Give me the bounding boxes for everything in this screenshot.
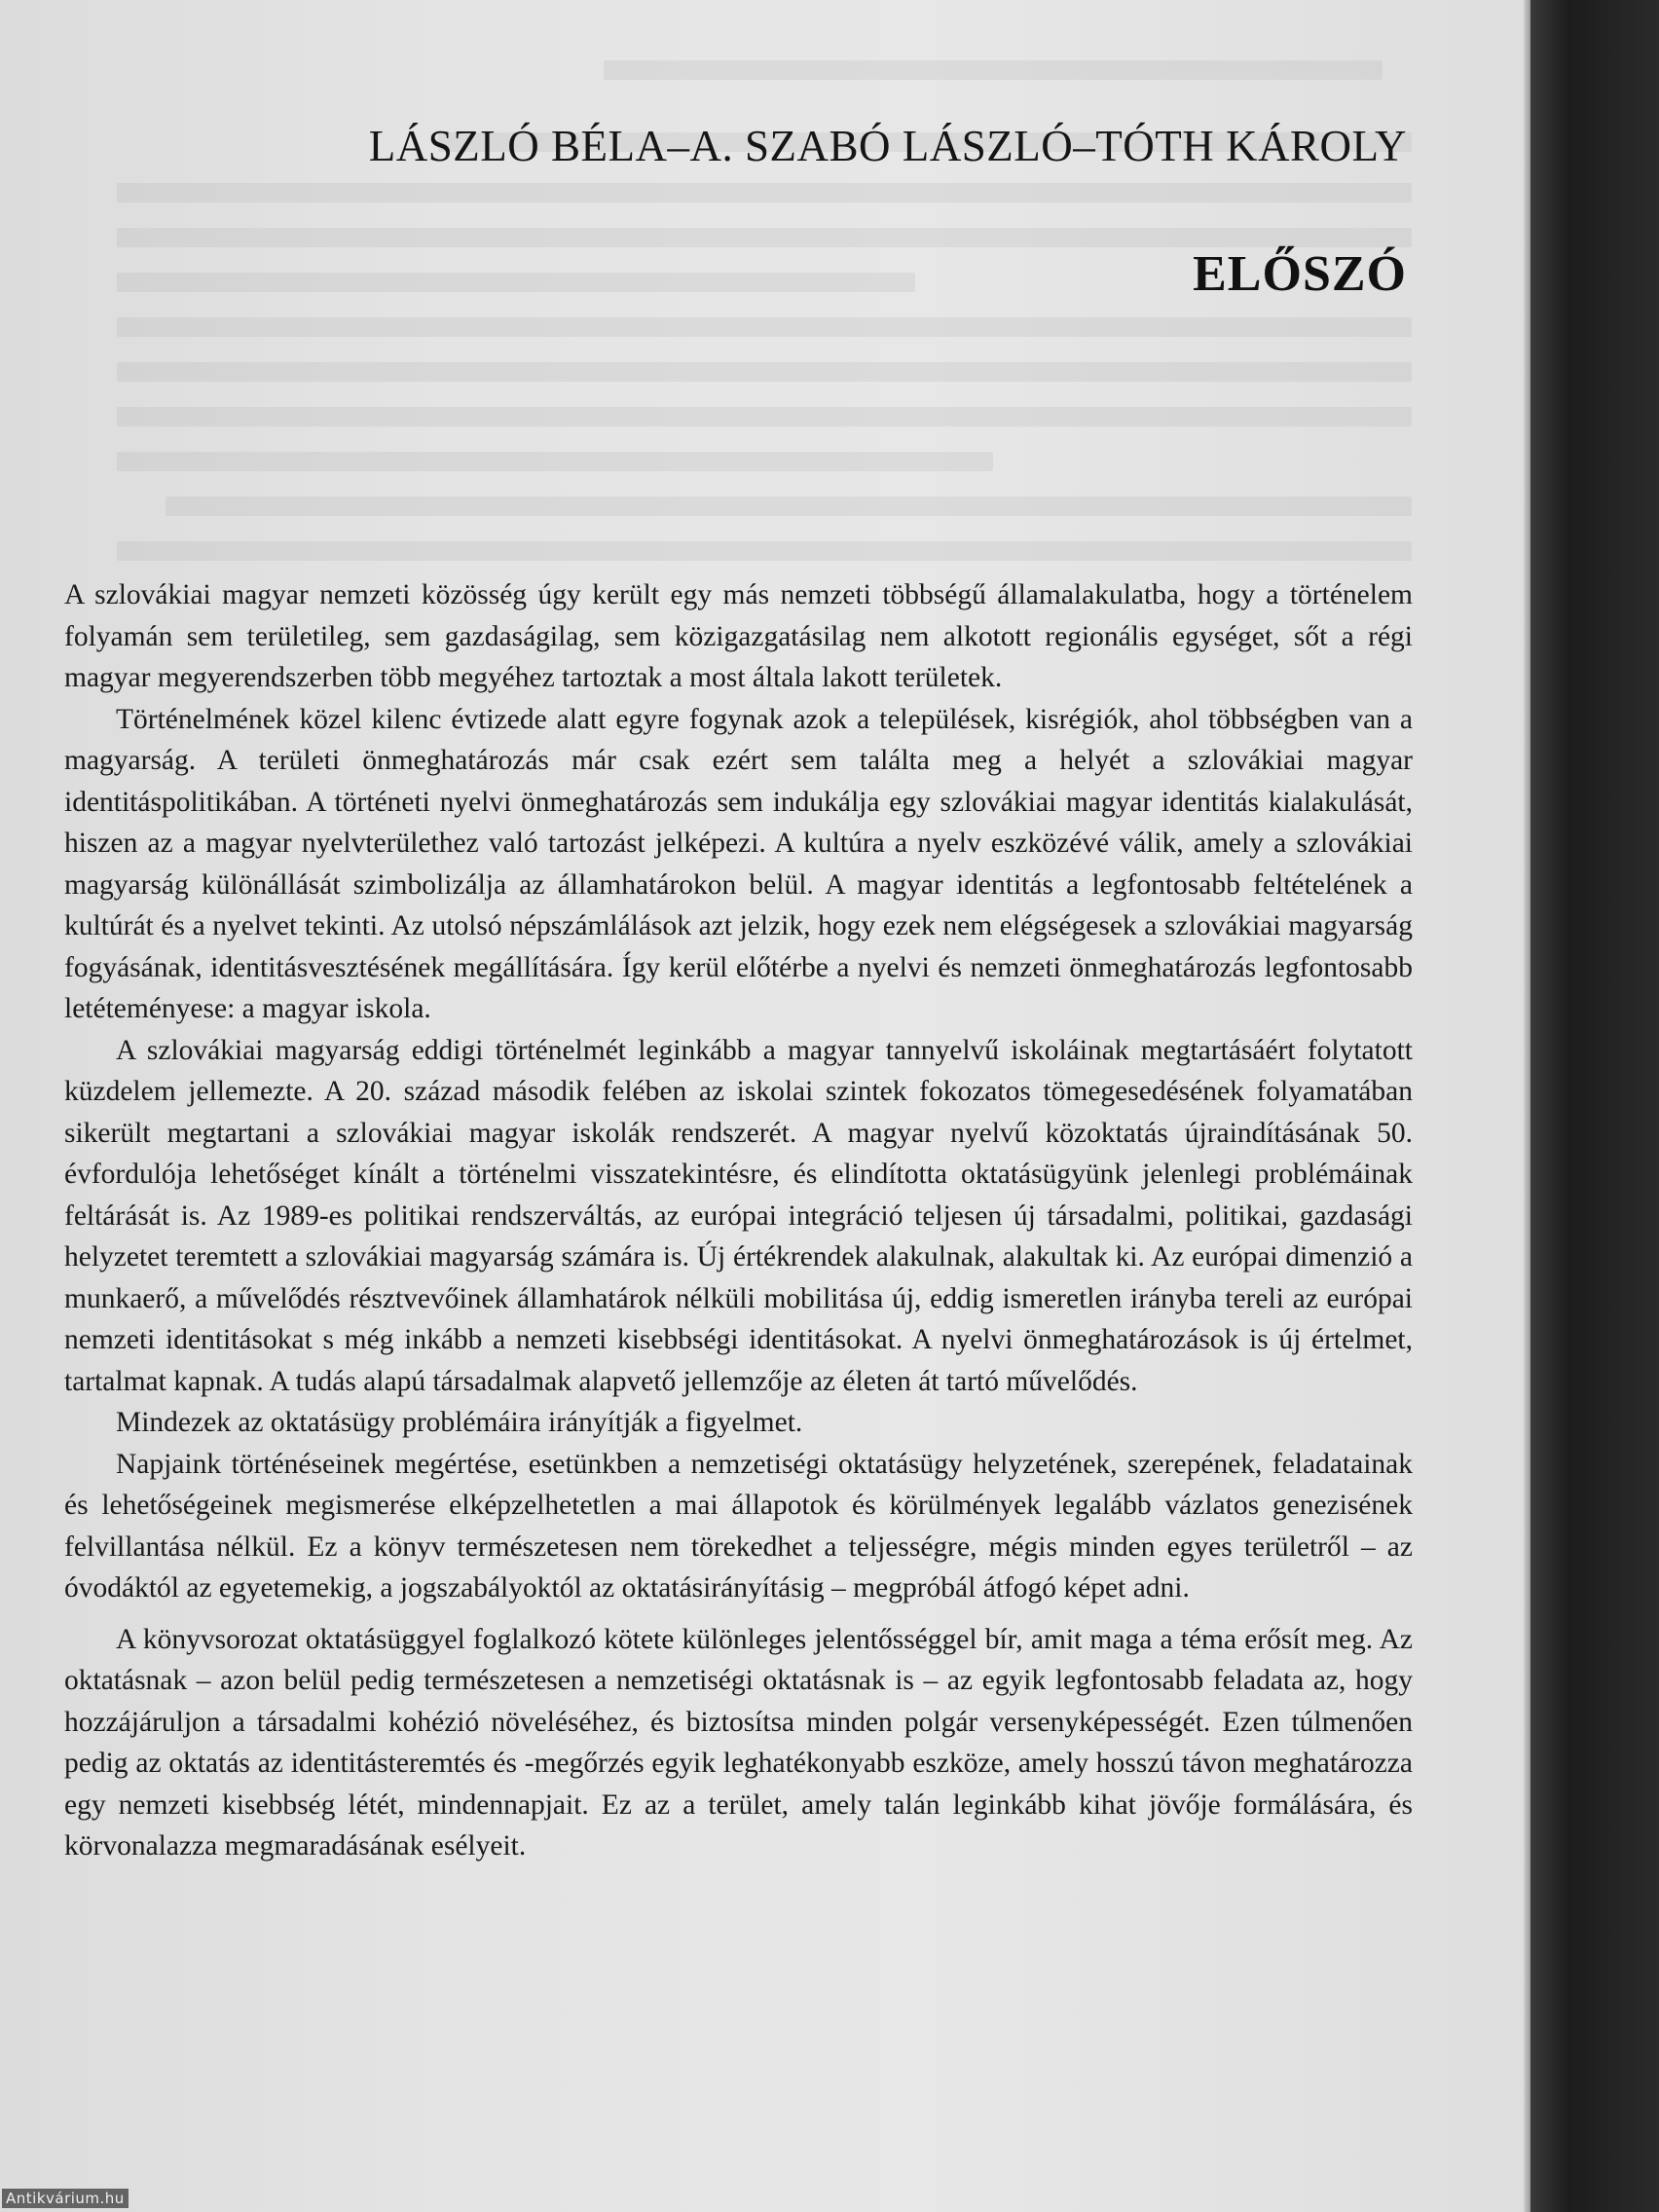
body-text — [64, 574, 1413, 1867]
page-title: ELŐSZÓ — [1193, 246, 1407, 302]
watermark: Antikvárium.hu — [2, 2189, 129, 2208]
paragraph-6: A könyvsorozat oktatásüggyel foglalkozó kötete különleges jelentősséggel bír, amit maga a téma erősít meg. Az oktatásnak – azon belül pedig természetesen a nemzetiségi oktatásnak is – az egyik legfontosabb feladata az, hogy hozzájáruljon a társadalmi kohézió növeléséhez, és biztosítsa minden polgár versenyképességét. Ezen túlmenően pedig az oktatás az identitásteremtés és -megőrzés egyik leghatékonyabb eszköze, amely hosszú távon meghatározza egy nemzeti kisebbség létét, mindennapjait. Ez az a terület, amely talán leginkább kihat jövője formálására, és körvonalazza megmaradásának esélyeit. — [64, 1623, 1413, 1862]
paragraph-5: Napjaink történéseinek megértése, esetünkben a nemzetiségi oktatásügy helyzetének, szerepének, feladatainak és lehetőségeinek megismerése elképzelhetetlen a mai állapotok és körülmények legalább vázlatos genezisének felvillantása nélkül. Ez a könyv természetesen nem törekedhet a teljességre, mégis minden egyes területről – az óvodáktól az egyetemekig, a jogszabályoktól az oktatásirányításig – megpróbál átfogó képet adni. — [64, 1448, 1413, 1604]
authors-heading: LÁSZLÓ BÉLA–A. SZABÓ LÁSZLÓ–TÓTH KÁROLY — [368, 122, 1407, 170]
paragraph-4: Mindezek az oktatásügy problémáira irányítják a figyelmet. — [116, 1407, 803, 1438]
paragraph-1: A szlovákiai magyar nemzeti közösség úgy került egy más nemzeti többségű államalakulatba, hogy a történelem folyamán sem területileg, sem gazdaságilag, sem közigazgatásilag nem alkotott regionális egységet, sőt a régi magyar megyerendszerben több megyéhez tartoztak a most általa lakott területek. — [64, 579, 1413, 693]
page-edge — [1524, 0, 1530, 2212]
paragraph-2: Történelmének közel kilenc évtizede alatt egyre fogynak azok a települések, kisrégiók, ahol többségben van a magyarság. A területi önmeghatározás már csak ezért sem találta meg a helyét a szlovákiai magyar identitáspolitikában. A történeti nyelvi önmeghatározás sem indukálja egy szlovákiai magyar identitás kialakulását, hiszen az a magyar nyelvterülethez való tartozást jelképezi. A kultúra a nyelv eszközévé válik, amely a szlovákiai magyarság különállását szimbolizálja az államhatárokon belül. A magyar identitás a legfontosabb feltételének a kultúrát és a nyelvet tekinti. Az utolsó népszámlálások azt jelzik, hogy ezek nem elégségesek a szlovákiai magyarság fogyásának, identitásvesztésének megállítására. Így kerül előtérbe a nyelvi és nemzeti önmeghatározás legfontosabb letéteményese: a magyar iskola. — [64, 703, 1413, 1024]
book-spine-shadow — [1530, 0, 1659, 2212]
paragraph-3: A szlovákiai magyarság eddigi történelmét leginkább a magyar tannyelvű iskoláinak megtartásáért folytatott küzdelem jellemezte. A 20. század második felében az iskolai szintek fokozatos tömegesedésének folyamatában sikerült megtartani a szlovákiai magyar iskolák rendszerét. A magyar nyelvű közoktatás újraindításának 50. évfordulója lehetőséget kínált a történelmi visszatekintésre, és elindította oktatásügyünk jelenlegi problémáinak feltárását is. Az 1989-es politikai rendszerváltás, az európai integráció teljesen új társadalmi, politikai, gazdasági helyzetet teremtett a szlovákiai magyarság számára is. Új értékrendek alakulnak, alakultak ki. Az európai dimenzió a munkaerő, a művelődés résztvevőinek államhatárok nélküli mobilitása új, eddig ismeretlen irányba tereli az európai nemzeti identitásokat s még inkább a nemzeti kisebbségi identitásokat. A nyelvi önmeghatározások is új értelmet, tartalmat kapnak. A tudás alapú társadalmak alapvető jellemzője az életen át tartó művelődés. — [64, 1034, 1413, 1397]
